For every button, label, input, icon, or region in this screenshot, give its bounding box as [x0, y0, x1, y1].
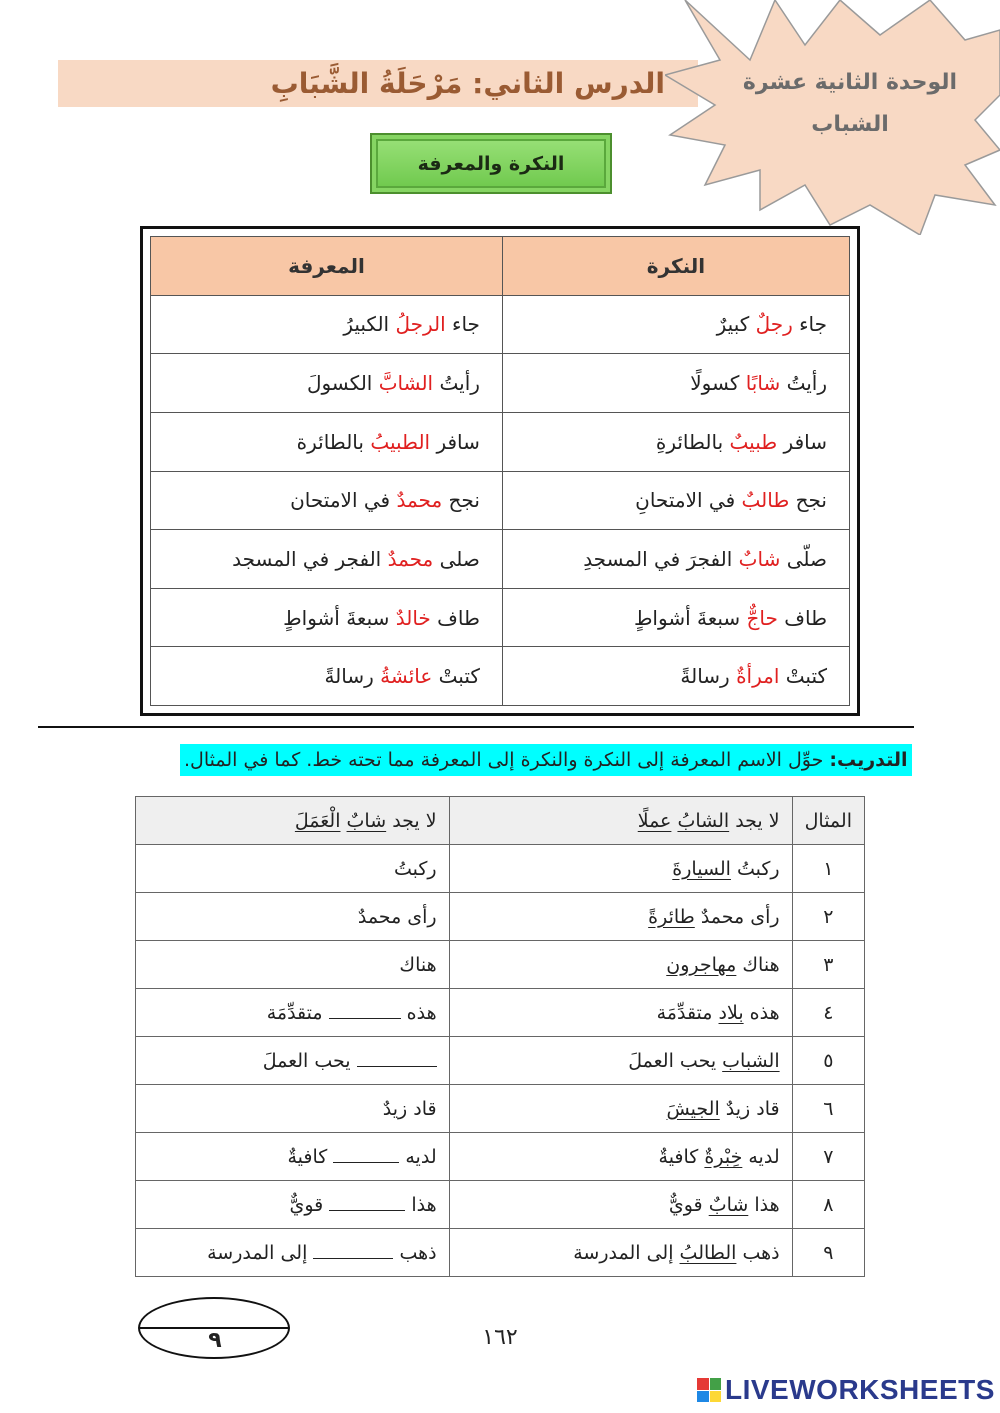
unit-line-1: الوحدة الثانية عشرة [742, 70, 958, 95]
exercise-instruction [180, 744, 912, 776]
exercise-row [136, 941, 865, 989]
header-nakira: النكرة [502, 237, 849, 296]
item-question: رأى محمدٌ طائرةً [449, 893, 792, 941]
item-question: الشباب يحب العملَ [449, 1037, 792, 1085]
item-number: ١ [792, 845, 864, 893]
example-answer: لا يجد شابٌ الْعَمَلَ [136, 797, 450, 845]
item-answer[interactable]: هذا قويٌّ [136, 1181, 450, 1229]
answer-blank[interactable] [357, 1066, 437, 1067]
marifa-cell: جاء الرجلُ الكبيرُ [151, 295, 503, 354]
liveworksheets-brand [697, 1374, 995, 1406]
page-number: ١٦٢ [482, 1325, 518, 1350]
comparison-row [151, 530, 850, 589]
section-divider [38, 726, 914, 728]
comparison-row [151, 295, 850, 354]
nakira-cell: رأيتُ شابًا كسولًا [502, 354, 849, 413]
nakira-cell: جاء رجلٌ كبيرٌ [502, 295, 849, 354]
comparison-row [151, 588, 850, 647]
item-number: ٩ [792, 1229, 864, 1277]
comparison-row [151, 354, 850, 413]
marifa-cell: سافر الطبيبُ بالطائرة [151, 412, 503, 471]
item-number: ٥ [792, 1037, 864, 1085]
answer-blank[interactable] [329, 1018, 401, 1019]
unit-label [730, 62, 970, 146]
item-question: ركبتُ السيارةَ [449, 845, 792, 893]
item-answer[interactable]: هناك [136, 941, 450, 989]
item-question: هذه بلاد متقدِّمَة [449, 989, 792, 1037]
item-number: ٦ [792, 1085, 864, 1133]
answer-blank[interactable] [329, 1210, 405, 1211]
exercise-row [136, 1133, 865, 1181]
item-question: ذهب الطالبُ إلى المدرسة [449, 1229, 792, 1277]
comparison-table-frame [140, 226, 860, 716]
item-answer[interactable]: رأى محمدٌ [136, 893, 450, 941]
topic-banner: النكرة والمعرفة [370, 133, 612, 194]
header-marifa: المعرفة [151, 237, 503, 296]
nakira-cell: طاف حاجٌّ سبعةَ أشواطٍ [502, 588, 849, 647]
nakira-cell: صلّى شابٌ الفجرَ في المسجدِ [502, 530, 849, 589]
exercise-row [136, 1037, 865, 1085]
item-answer[interactable]: يحب العملَ [136, 1037, 450, 1085]
item-answer[interactable]: هذه متقدِّمَة [136, 989, 450, 1037]
answer-blank[interactable] [333, 1162, 399, 1163]
exercise-text: حوِّل الاسم المعرفة إلى النكرة والنكرة إلى المعرفة مما تحته خط. كما في المثال. [184, 749, 830, 771]
exercise-row [136, 845, 865, 893]
item-question: قاد زيدٌ الجيشَ [449, 1085, 792, 1133]
exercise-row [136, 893, 865, 941]
comparison-table [150, 236, 850, 706]
comparison-row [151, 471, 850, 530]
item-question: هذا شابٌ قويٌّ [449, 1181, 792, 1229]
brand-name: LIVEWORKSHEETS [725, 1374, 995, 1405]
item-answer[interactable]: ركبتُ [136, 845, 450, 893]
item-question: لديه خِبْرةٌ كافيةٌ [449, 1133, 792, 1181]
item-answer[interactable]: قاد زيدٌ [136, 1085, 450, 1133]
liveworksheets-logo-icon [697, 1378, 721, 1402]
nakira-cell: نجح طالبٌ في الامتحانِ [502, 471, 849, 530]
lesson-title: الدرس الثاني: مَرْحَلَةُ الشَّبَابِ [270, 67, 665, 100]
item-answer[interactable]: ذهب إلى المدرسة [136, 1229, 450, 1277]
nakira-cell: سافر طبيبٌ بالطائرةِ [502, 412, 849, 471]
oval-number: ٩ [208, 1328, 222, 1353]
exercise-label: التدريب: [829, 749, 908, 771]
comparison-row [151, 647, 850, 706]
marifa-cell: كتبتْ عائشةُ رسالةً [151, 647, 503, 706]
marifa-cell: نجح محمدٌ في الامتحان [151, 471, 503, 530]
item-number: ٧ [792, 1133, 864, 1181]
exercise-row [136, 1181, 865, 1229]
example-question: لا يجد الشابُ عملًا [449, 797, 792, 845]
comparison-row [151, 412, 850, 471]
item-number: ٤ [792, 989, 864, 1037]
marifa-cell: صلى محمدٌ الفجر في المسجد [151, 530, 503, 589]
example-row [136, 797, 865, 845]
item-answer[interactable]: لديه كافيةٌ [136, 1133, 450, 1181]
unit-line-2: الشباب [811, 112, 889, 137]
item-number: ٣ [792, 941, 864, 989]
item-number: ٢ [792, 893, 864, 941]
exercise-table [135, 796, 865, 1277]
comparison-header-row [151, 237, 850, 296]
item-question: هناك مهاجرون [449, 941, 792, 989]
exercise-row [136, 1229, 865, 1277]
nakira-cell: كتبتْ امرأةٌ رسالةً [502, 647, 849, 706]
item-number: ٨ [792, 1181, 864, 1229]
answer-blank[interactable] [313, 1258, 393, 1259]
exercise-row [136, 1085, 865, 1133]
marifa-cell: طاف خالدٌ سبعةَ أشواطٍ [151, 588, 503, 647]
example-label: المثال [792, 797, 864, 845]
marifa-cell: رأيتُ الشابَّ الكسولَ [151, 354, 503, 413]
exercise-row [136, 989, 865, 1037]
